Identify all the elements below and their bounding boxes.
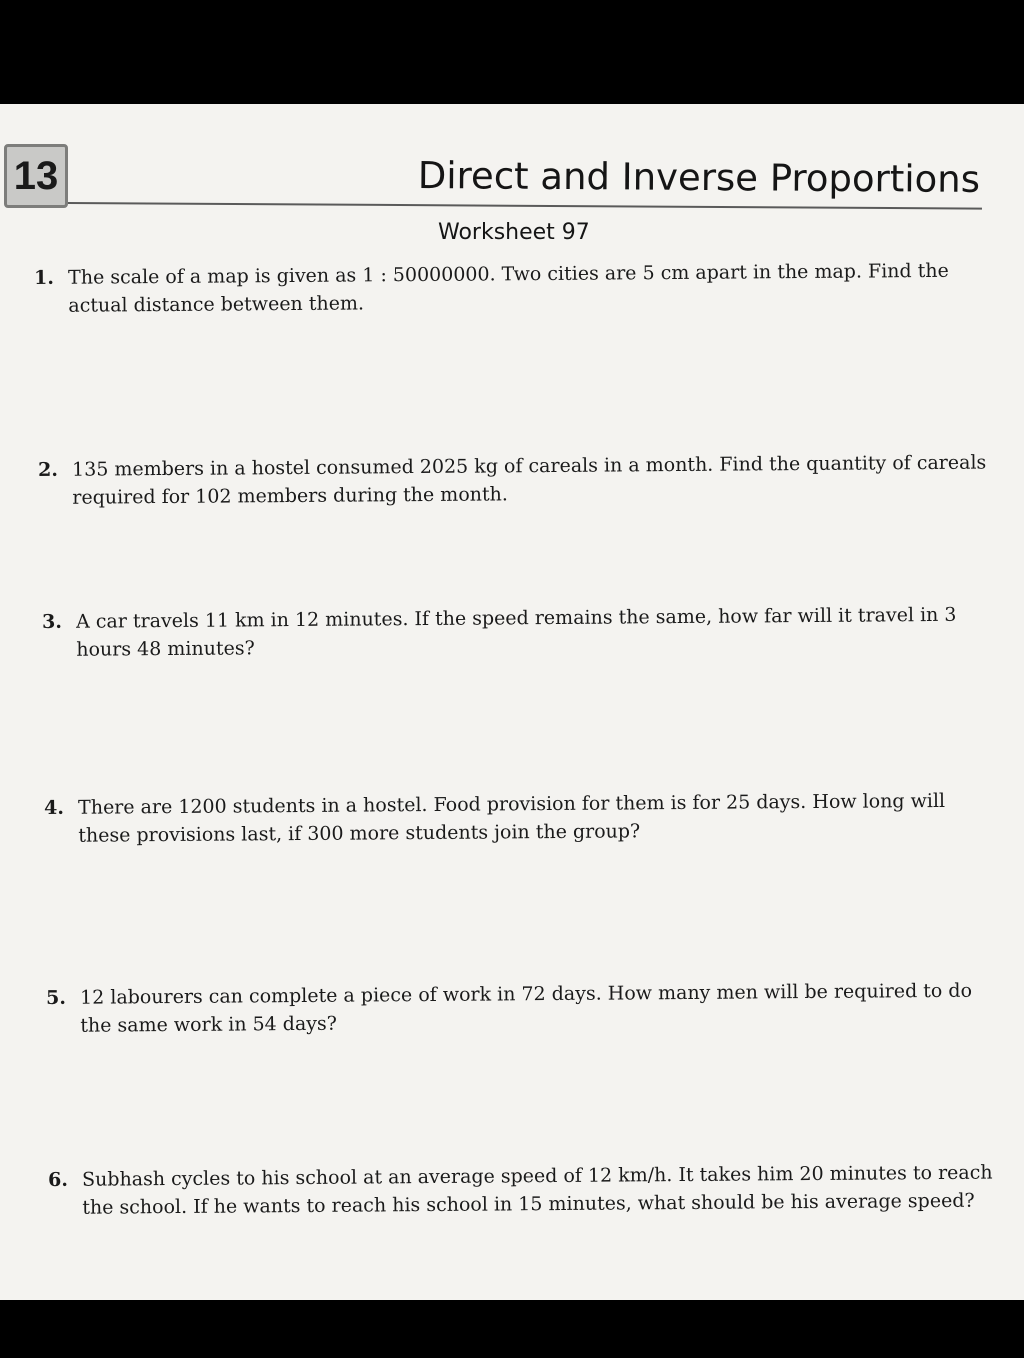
question-text: The scale of a map is given as 1 : 50000000. Two cities are 5 cm apart in the map. Find the actual distance between them. [68, 259, 949, 317]
question-item [42, 601, 988, 664]
question-number: 6. [48, 1168, 69, 1191]
question-item [44, 787, 990, 850]
title-underline [68, 202, 982, 210]
chapter-number-badge [4, 144, 68, 208]
question-number: 2. [38, 458, 59, 481]
chapter-title: Direct and Inverse Proportions [417, 154, 981, 201]
top-black-border [0, 0, 1024, 104]
question-number: 1. [34, 266, 55, 289]
question-text: Subhash cycles to his school at an average speed of 12 km/h. It takes him 20 minutes to reach the school. If he wants to reach his school in 15 minutes, what should be his average speed? [82, 1161, 993, 1219]
question-item [48, 1159, 994, 1222]
bottom-black-border [0, 1300, 1024, 1358]
question-item [34, 257, 984, 320]
question-item [38, 449, 988, 512]
worksheet-page [0, 104, 1024, 1300]
question-item [46, 977, 992, 1040]
question-number: 5. [46, 986, 67, 1009]
worksheet-title: Worksheet 97 [438, 220, 590, 245]
question-number: 4. [44, 796, 65, 819]
question-number: 3. [42, 610, 63, 633]
chapter-number: 13 [13, 153, 59, 198]
question-text: 135 members in a hostel consumed 2025 kg of careals in a month. Find the quantity of careals required for 102 members during the month. [72, 451, 987, 509]
question-text: A car travels 11 km in 12 minutes. If the speed remains the same, how far will it travel in 3 hours 48 minutes? [76, 603, 957, 661]
question-text: There are 1200 students in a hostel. Food provision for them is for 25 days. How long will these provisions last, if 300 more students join the group? [78, 789, 946, 847]
question-text: 12 labourers can complete a piece of work in 72 days. How many men will be required to do the same work in 54 days? [80, 979, 973, 1037]
